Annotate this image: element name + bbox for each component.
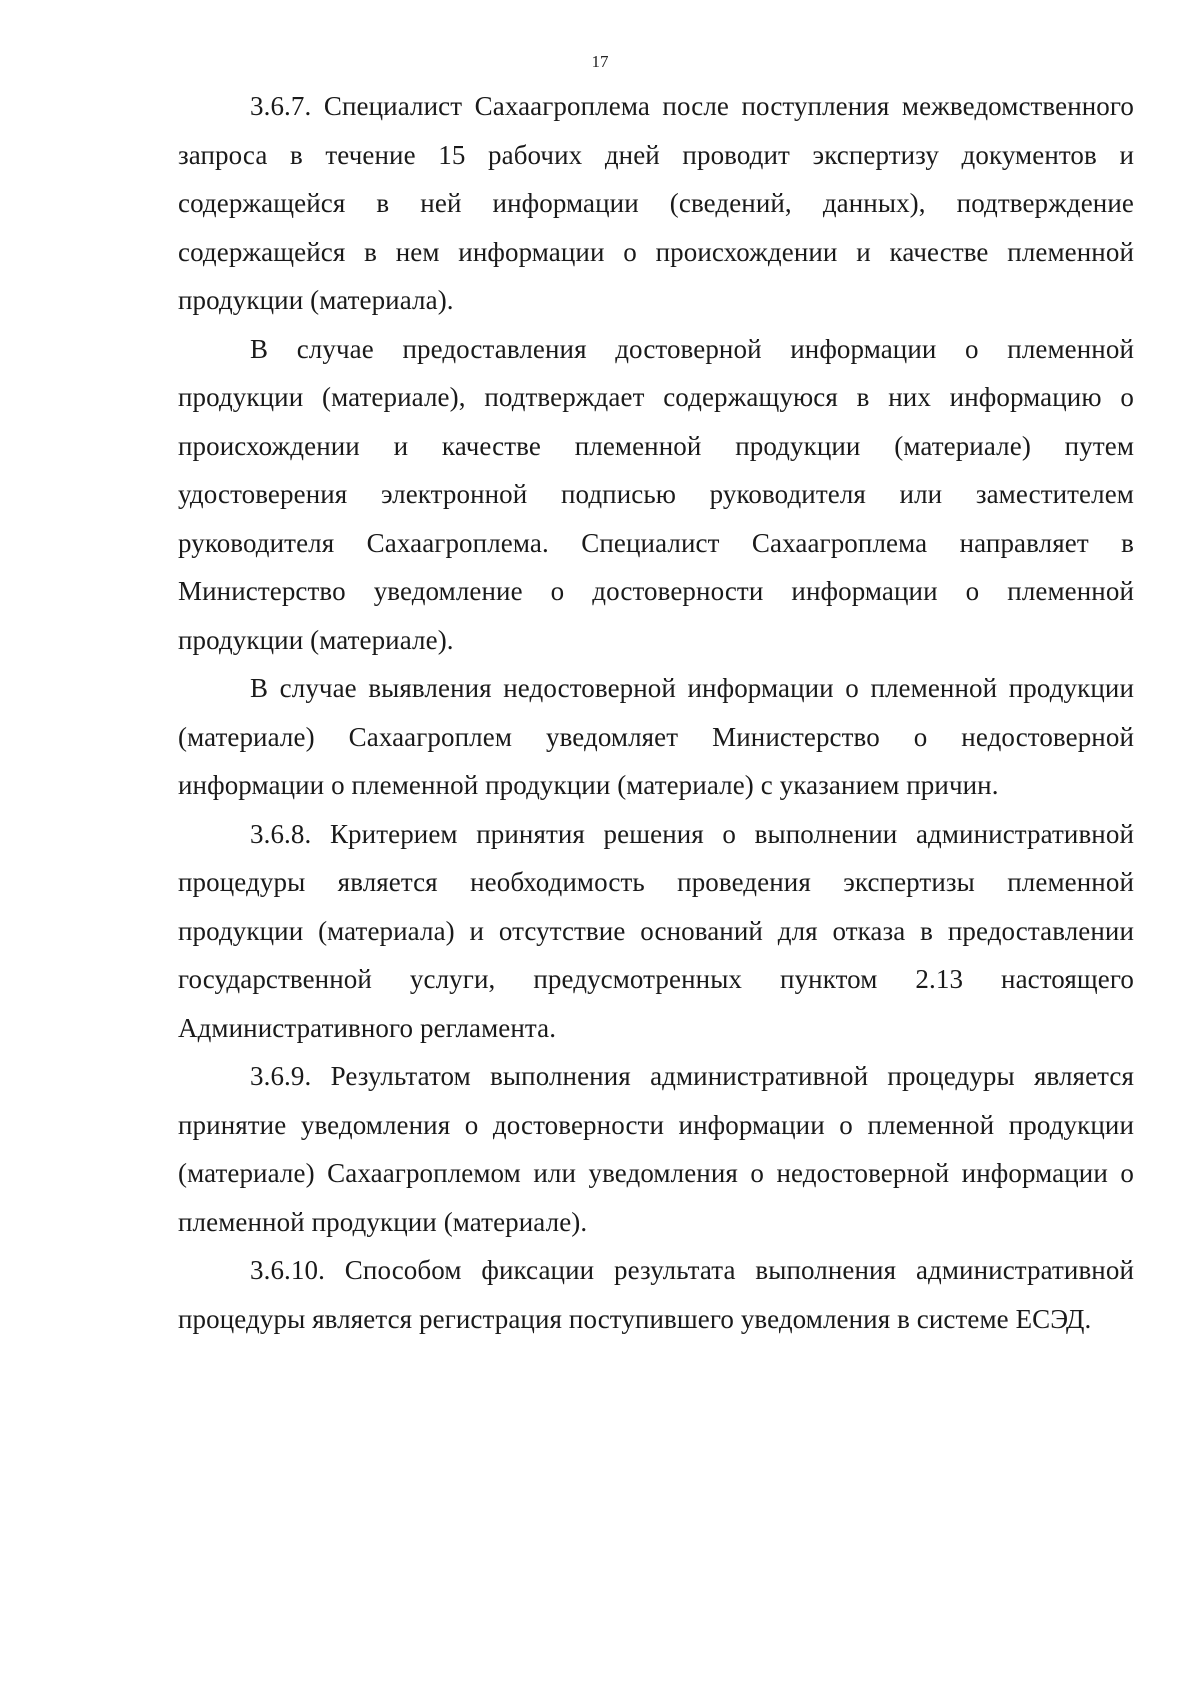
paragraph-unreliable-info: В случае выявления недостоверной информации о племенной продукции (материале) Сахаагроплем уведомляет Министерство о недостоверной информации о племенной продукции (материале) с указанием причин. — [178, 673, 1134, 800]
paragraph-reliable-info: В случае предоставления достоверной информации о племенной продукции (материале), подтверждает содержащуюся в них информацию о происхождении и качестве племенной продукции (материале) путем удостоверения электронной подписью руководителя или заместителем руководителя Сахаагроплема. Специалист Сахаагроплема направляет в Министерство уведомление о достоверности информации о племенной продукции (материале). — [178, 333, 1134, 655]
document-body — [178, 82, 1134, 1343]
paragraph-3-6-7: 3.6.7. Специалист Сахаагроплема после поступления межведомственного запроса в течение 15 рабочих дней проводит экспертизу документов и содержащейся в ней информации (сведений, данных), подтверждение содержащейся в нем информации о происхождении и качестве племенной продукции (материала). — [178, 91, 1134, 315]
paragraph-3-6-10: 3.6.10. Способом фиксации результата выполнения административной процедуры является регистрация поступившего уведомления в системе ЕСЭД. — [178, 1255, 1134, 1334]
page-number: 17 — [591, 52, 609, 71]
paragraph-3-6-8: 3.6.8. Критерием принятия решения о выполнении административной процедуры является необходимость проведения экспертизы племенной продукции (материала) и отсутствие оснований для отказа в предоставлении государственной услуги, предусмотренных пунктом 2.13 настоящего Административного регламента. — [178, 818, 1134, 1043]
paragraph-3-6-9: 3.6.9. Результатом выполнения административной процедуры является принятие уведомления о достоверности информации о племенной продукции (материале) Сахаагроплемом или уведомления о недостоверной информации о племенной продукции (материале). — [178, 1061, 1134, 1237]
